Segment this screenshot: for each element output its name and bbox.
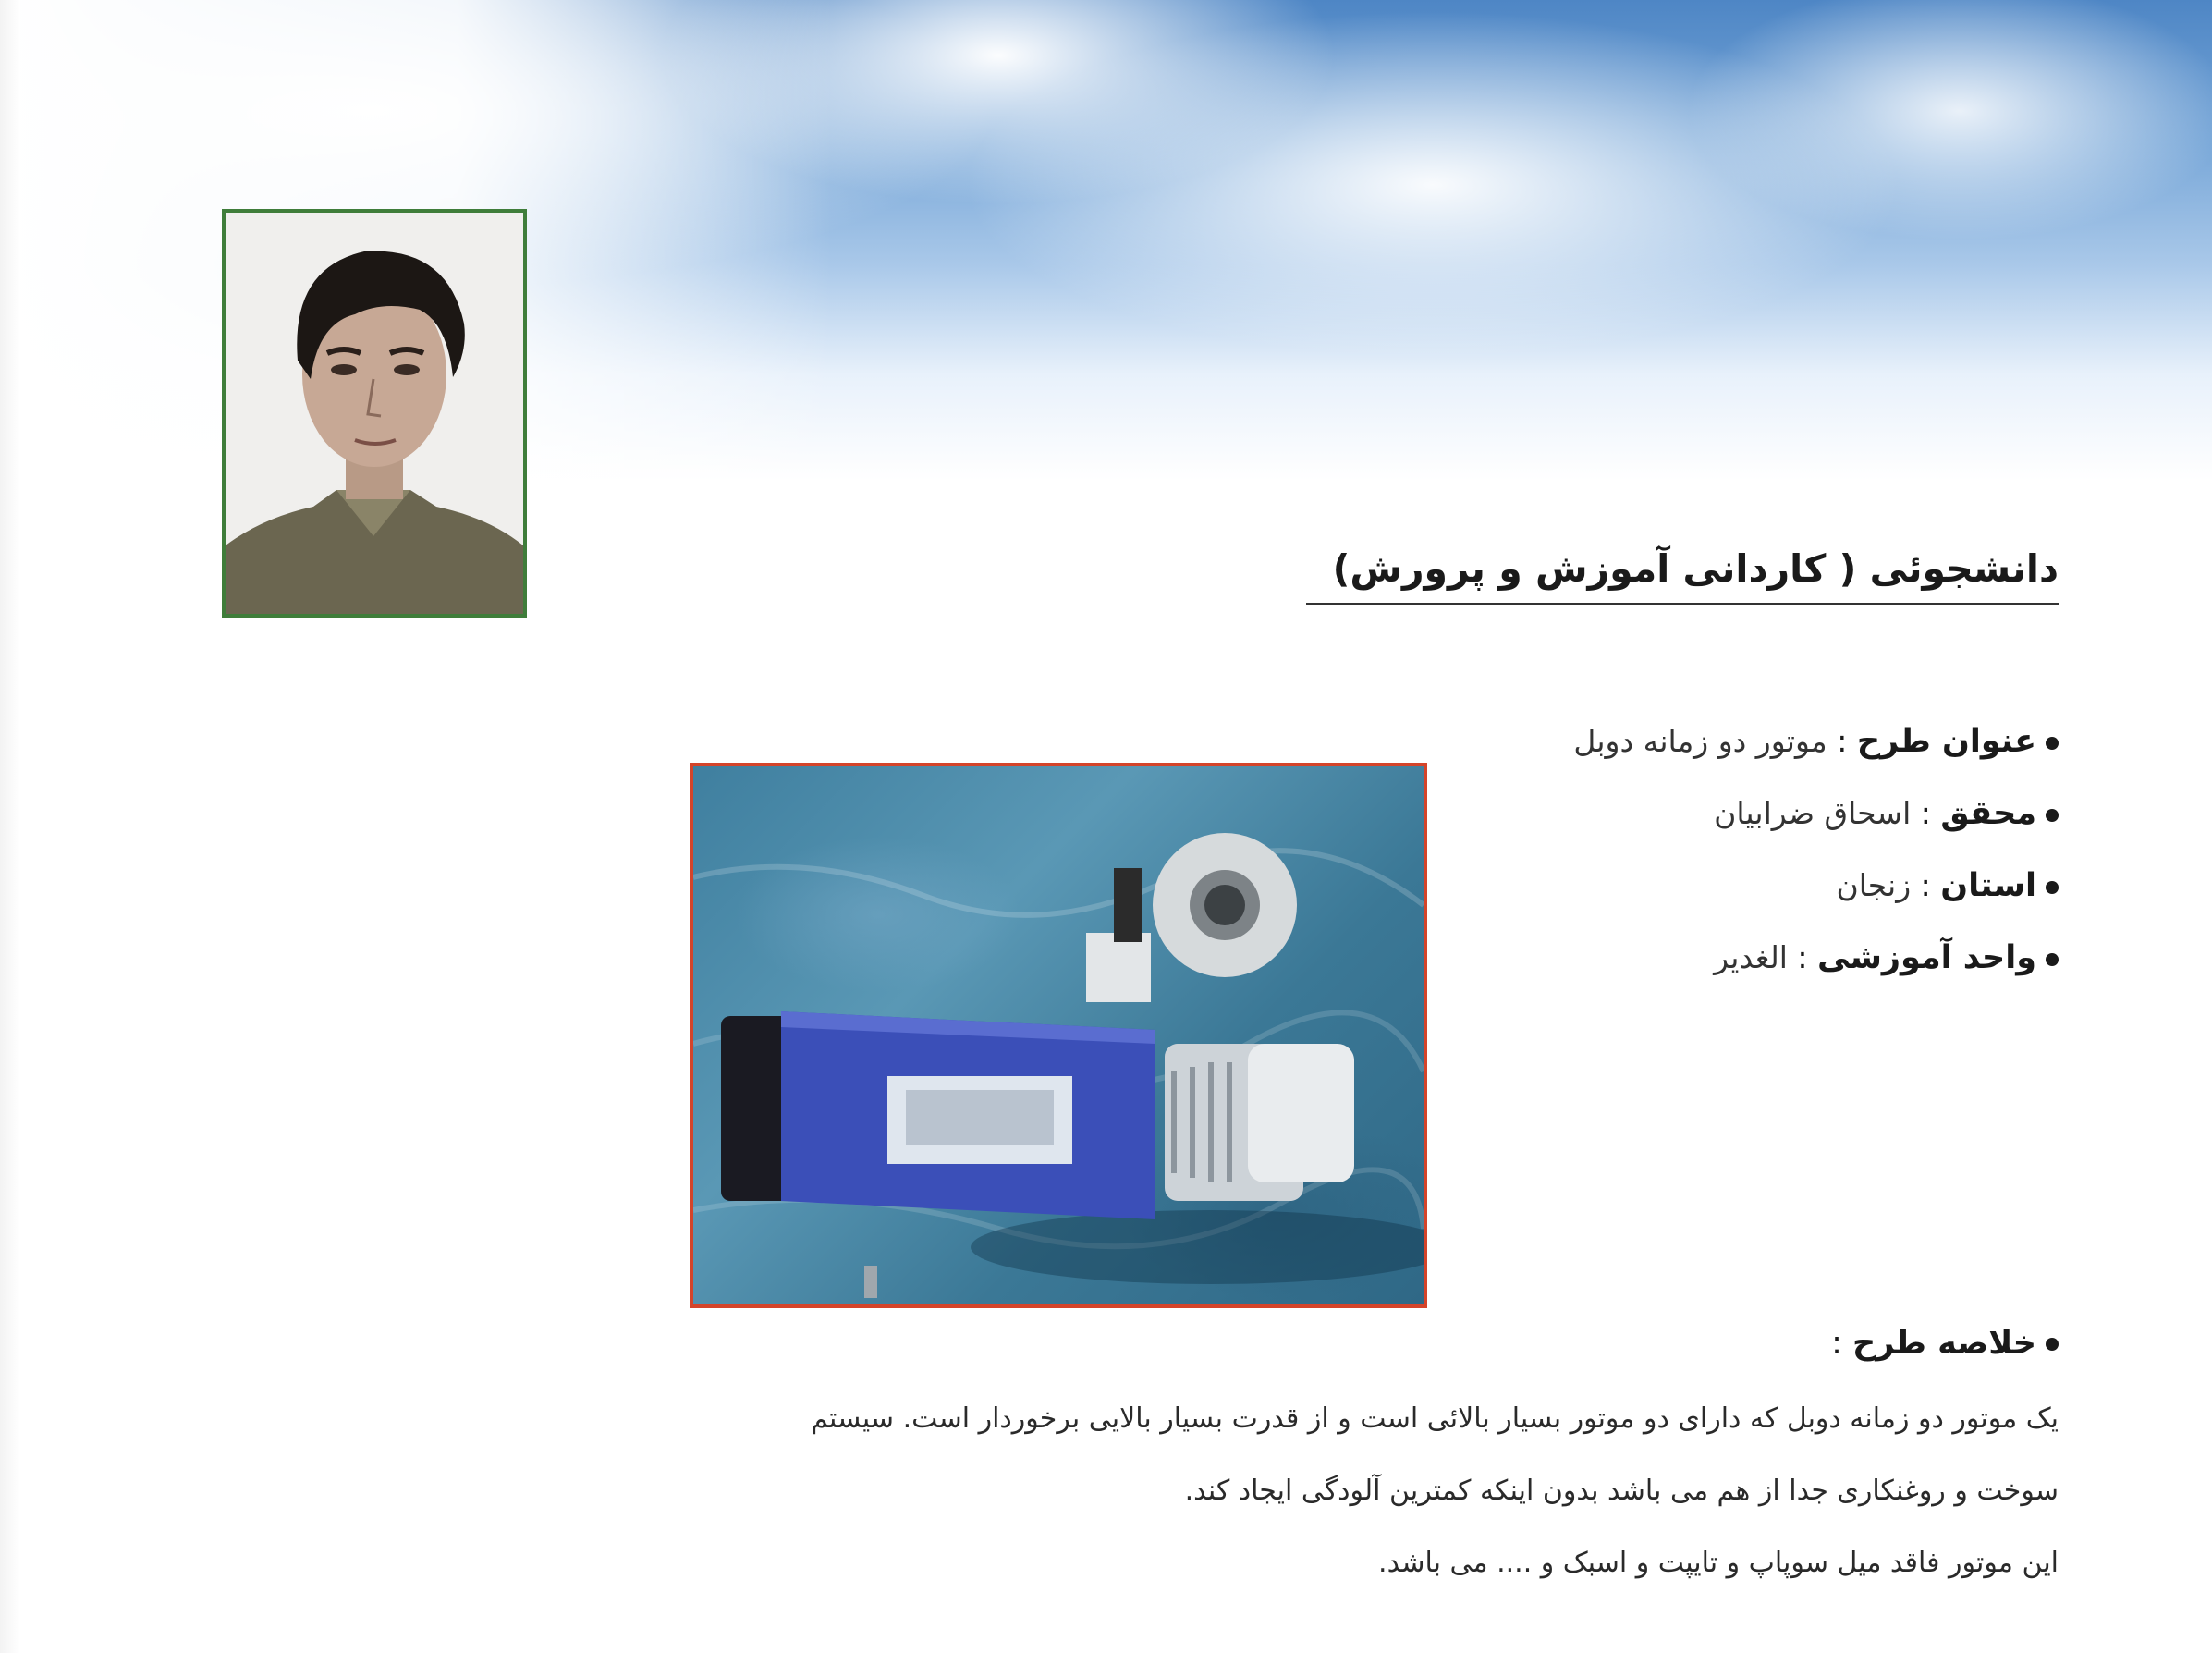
summary-line: این موتور فاقد میل سوپاپ و تایپت و اسبک و .... می باشد. xyxy=(1378,1547,2059,1579)
info-label: محقق xyxy=(1940,795,2036,832)
title-underline xyxy=(1306,603,2059,605)
info-separator: : xyxy=(1911,795,1941,831)
summary-line: سوخت و روغنکاری جدا از هم می باشد بدون اینکه کمترین آلودگی ایجاد کند. xyxy=(1184,1475,2059,1507)
researcher-portrait xyxy=(222,209,527,618)
summary-heading xyxy=(1227,1316,2059,1371)
bullet-icon xyxy=(2046,881,2059,894)
summary-text xyxy=(450,1391,2059,1608)
engine-photo xyxy=(690,763,1427,1308)
info-value: موتور دو زمانه دوبل xyxy=(1573,723,1827,759)
info-value: الغدیر xyxy=(1714,939,1788,975)
bullet-icon xyxy=(2046,1338,2059,1351)
engine-illustration xyxy=(693,766,1424,1304)
summary-label: خلاصه طرح xyxy=(1852,1325,2036,1362)
summary-line: یک موتور دو زمانه دوبل که دارای دو موتور بسیار بالائی است و از قدرت بسیار بالایی برخوردار است. سیستم xyxy=(811,1402,2059,1435)
info-label: عنوان طرح xyxy=(1856,723,2036,760)
bullet-icon xyxy=(2046,809,2059,822)
info-separator: : xyxy=(1911,867,1941,903)
info-value: زنجان xyxy=(1836,867,1912,903)
info-label: واحد آموزشی xyxy=(1817,939,2036,976)
summary-separator: : xyxy=(1831,1325,1852,1362)
info-label: استان xyxy=(1940,867,2036,904)
info-separator: : xyxy=(1827,723,1857,759)
page-edge xyxy=(0,0,20,1653)
page-title: دانشجوئی ( کاردانی آموزش و پرورش) xyxy=(1332,546,2059,591)
bullet-icon xyxy=(2046,737,2059,750)
info-separator: : xyxy=(1787,939,1818,975)
info-value: اسحاق ضرابیان xyxy=(1714,795,1912,831)
bullet-icon xyxy=(2046,953,2059,966)
portrait-illustration xyxy=(226,213,523,614)
